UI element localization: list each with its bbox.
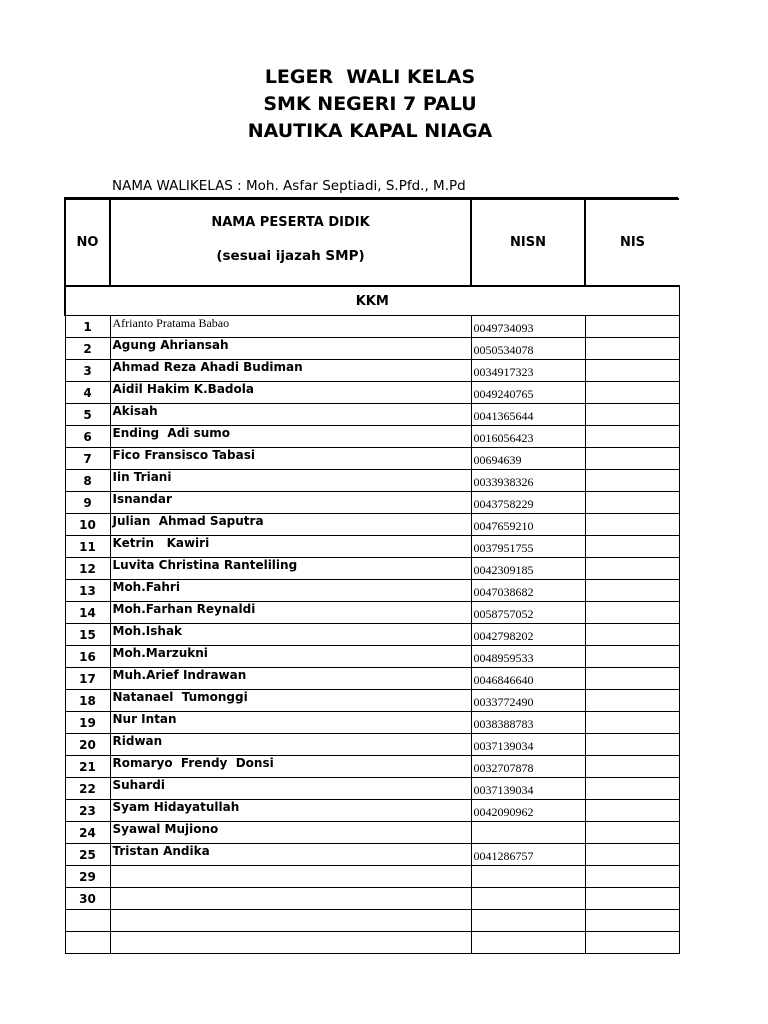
row-nis [585,316,679,338]
row-name: Ahmad Reza Ahadi Budiman [110,360,471,382]
row-nis [585,668,679,690]
row-nis [585,888,679,910]
row-nis [585,822,679,844]
row-name: Iin Triani [110,470,471,492]
row-no: 22 [65,778,110,800]
row-no: 2 [65,338,110,360]
row-nisn: 0042090962 [471,800,585,822]
wali-kelas [112,178,466,194]
row-no: 8 [65,470,110,492]
table-row [65,756,679,778]
row-name [110,932,471,954]
row-name: Moh.Fahri [110,580,471,602]
table-row [65,910,679,932]
row-name: Natanael Tumonggi [110,690,471,712]
row-no: 9 [65,492,110,514]
wali-kelas-label: NAMA WALIKELAS : [112,178,247,194]
row-nisn: 0049734093 [471,316,585,338]
table-row [65,536,679,558]
row-no: 1 [65,316,110,338]
row-nisn: 0037139034 [471,778,585,800]
row-no [65,932,110,954]
row-nis [585,624,679,646]
row-name: Luvita Christina Ranteliling [110,558,471,580]
row-nis [585,426,679,448]
row-no: 23 [65,800,110,822]
table-row [65,558,679,580]
kkm-label: KKM [65,286,679,316]
row-name: Moh.Farhan Reynaldi [110,602,471,624]
row-name: Afrianto Pratama Babao [110,316,471,338]
row-nis [585,404,679,426]
row-name: Agung Ahriansah [110,338,471,360]
row-no: 13 [65,580,110,602]
row-nis [585,382,679,404]
table-row [65,668,679,690]
row-no: 6 [65,426,110,448]
row-no: 3 [65,360,110,382]
row-name: Julian Ahmad Saputra [110,514,471,536]
row-name: Tristan Andika [110,844,471,866]
row-name: Akisah [110,404,471,426]
wali-kelas-name: Moh. Asfar Septiadi, S.Pfd., M.Pd [246,178,466,194]
table-row [65,580,679,602]
row-no: 17 [65,668,110,690]
row-nis [585,712,679,734]
row-nis [585,756,679,778]
row-name [110,910,471,932]
row-name: Moh.Marzukni [110,646,471,668]
table-row [65,734,679,756]
table-row [65,492,679,514]
row-name [110,888,471,910]
table-row [65,822,679,844]
table-row [65,646,679,668]
row-name: Fico Fransisco Tabasi [110,448,471,470]
row-name: Romaryo Frendy Donsi [110,756,471,778]
table-row [65,690,679,712]
row-nis [585,646,679,668]
row-nisn: 0016056423 [471,426,585,448]
row-name: Ketrin Kawiri [110,536,471,558]
row-nis [585,360,679,382]
col-nama-line1: NAMA PESERTA DIDIK [211,215,370,230]
row-nis [585,602,679,624]
table-row [65,712,679,734]
col-nama-header [110,199,471,286]
row-no: 15 [65,624,110,646]
row-nis [585,514,679,536]
table-header [65,199,679,286]
table-row [65,800,679,822]
row-no: 19 [65,712,110,734]
title-line-3: NAUTIKA KAPAL NIAGA [247,120,493,142]
row-no: 11 [65,536,110,558]
row-nis [585,932,679,954]
row-name: Syam Hidayatullah [110,800,471,822]
row-no: 20 [65,734,110,756]
table-row [65,338,679,360]
table-row [65,316,679,338]
row-nisn: 0041365644 [471,404,585,426]
row-name: Suhardi [110,778,471,800]
row-nisn: 0032707878 [471,756,585,778]
table-row [65,602,679,624]
row-nis [585,470,679,492]
table-row [65,404,679,426]
row-nis [585,558,679,580]
row-name: Isnandar [110,492,471,514]
row-nisn: 0058757052 [471,602,585,624]
row-no: 16 [65,646,110,668]
row-nisn: 0050534078 [471,338,585,360]
row-no: 7 [65,448,110,470]
table-row [65,624,679,646]
title-line-1: LEGER WALI KELAS [264,66,476,88]
row-nisn: 0037951755 [471,536,585,558]
row-nisn: 00694639 [471,448,585,470]
row-name [110,866,471,888]
row-nisn [471,932,585,954]
kkm-row [65,286,679,316]
row-no: 4 [65,382,110,404]
col-nama-line2: (sesuai ijazah SMP) [216,248,365,264]
row-no: 25 [65,844,110,866]
document-title [0,64,740,145]
row-name: Ending Adi sumo [110,426,471,448]
row-nisn [471,866,585,888]
row-nisn: 0043758229 [471,492,585,514]
row-nis [585,778,679,800]
row-no: 5 [65,404,110,426]
row-nis [585,800,679,822]
row-no: 24 [65,822,110,844]
row-no: 30 [65,888,110,910]
row-no: 14 [65,602,110,624]
row-nis [585,492,679,514]
row-nis [585,910,679,932]
col-no-header: NO [65,199,110,286]
row-nisn: 0033938326 [471,470,585,492]
col-nis-header: NIS [585,199,679,286]
row-nisn: 0046846640 [471,668,585,690]
table-row [65,426,679,448]
table-row [65,470,679,492]
student-rows [65,316,679,954]
row-nis [585,690,679,712]
student-table [64,198,680,954]
title-line-2: SMK NEGERI 7 PALU [263,93,477,115]
table-row [65,514,679,536]
row-name: Muh.Arief Indrawan [110,668,471,690]
row-name: Moh.Ishak [110,624,471,646]
table-row [65,448,679,470]
row-nisn: 0042309185 [471,558,585,580]
row-no: 10 [65,514,110,536]
table-row [65,778,679,800]
row-name: Ridwan [110,734,471,756]
row-nisn: 0033772490 [471,690,585,712]
row-nisn: 0042798202 [471,624,585,646]
row-nisn: 0037139034 [471,734,585,756]
row-nisn: 0047659210 [471,514,585,536]
row-no: 21 [65,756,110,778]
table-row [65,844,679,866]
row-nisn [471,888,585,910]
row-no: 29 [65,866,110,888]
row-nis [585,844,679,866]
row-name: Nur Intan [110,712,471,734]
row-nisn [471,822,585,844]
row-name: Syawal Mujiono [110,822,471,844]
row-nisn: 0047038682 [471,580,585,602]
table-row [65,382,679,404]
row-nisn: 0041286757 [471,844,585,866]
row-nis [585,866,679,888]
row-nisn: 0038388783 [471,712,585,734]
table-row [65,360,679,382]
row-nis [585,448,679,470]
row-nis [585,734,679,756]
row-no [65,910,110,932]
row-nisn [471,910,585,932]
row-nis [585,536,679,558]
row-nisn: 0034917323 [471,360,585,382]
table-row [65,932,679,954]
col-nisn-header: NISN [471,199,585,286]
row-no: 18 [65,690,110,712]
table-row [65,888,679,910]
row-nisn: 0049240765 [471,382,585,404]
row-nis [585,580,679,602]
row-nisn: 0048959533 [471,646,585,668]
row-nis [585,338,679,360]
row-name: Aidil Hakim K.Badola [110,382,471,404]
row-no: 12 [65,558,110,580]
table-row [65,866,679,888]
